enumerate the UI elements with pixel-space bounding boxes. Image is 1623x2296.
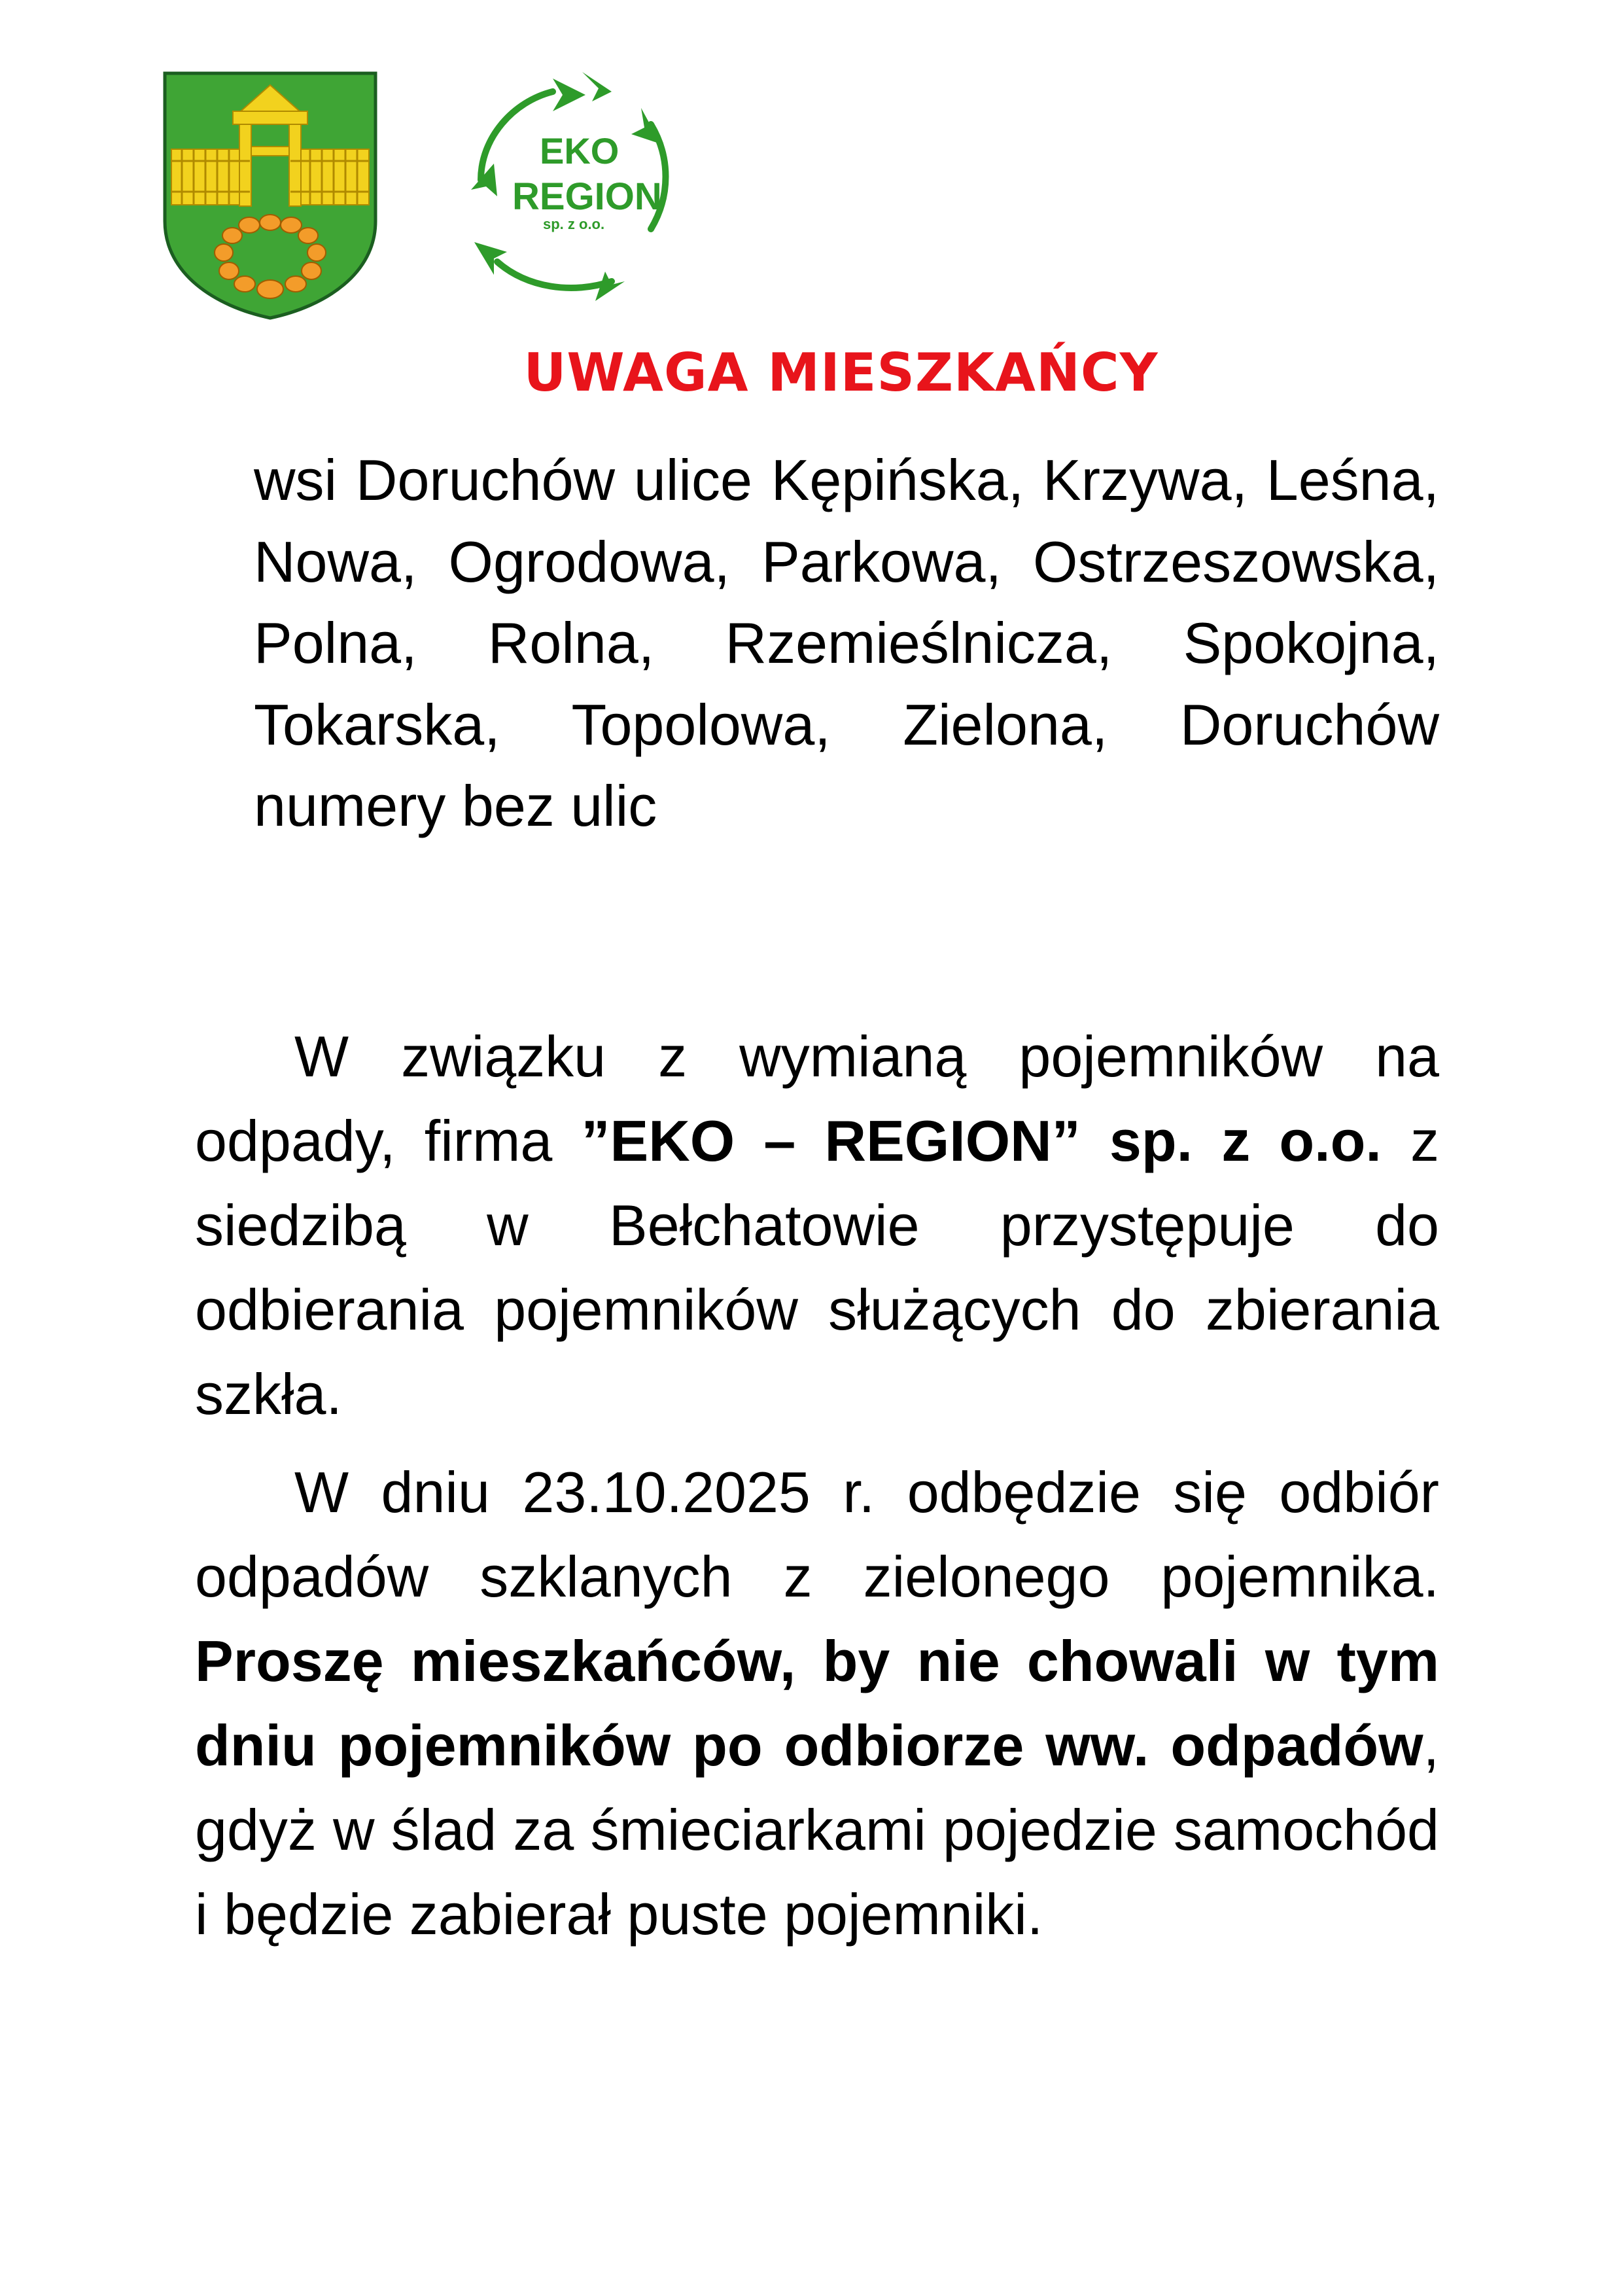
paragraph2-part1: W dniu 23.10.2025 r. odbędzie się odbiór odpadów szklanych z zielonego pojemnika.	[195, 1460, 1439, 1609]
paragraph1-part1: W związku z wymianą pojemników na odpady, firma	[195, 1024, 1439, 1173]
eko-logo-word-2: REGION	[512, 175, 662, 218]
company-name: ”EKO – REGION” sp. z o.o.	[581, 1108, 1382, 1173]
eko-region-logo	[455, 65, 687, 309]
resident-request: Proszę mieszkańców, by nie chowali w tym dniu pojemników po odbiorze ww. odpadów	[195, 1629, 1439, 1778]
collection-date-paragraph	[195, 1450, 1439, 1956]
notice-title-text: UWAGA MIESZKAŃCY	[523, 342, 1159, 403]
paragraph2-part2: , gdyż w ślad za śmieciarkami pojedzie samochód i będzie zabierał puste pojemniki.	[195, 1713, 1439, 1947]
exchange-notice-paragraph	[195, 1014, 1439, 1436]
eko-logo-word-1: EKO	[540, 130, 620, 171]
streets-list: wsi Doruchów ulice Kępińska, Krzywa, Leśna, Nowa, Ogrodowa, Parkowa, Ostrzeszowska, Polna, Rolna, Rzemieślnicza, Spokojna, Tokarska, Topolowa, Zielona, Doruchów numery bez ulic	[254, 448, 1439, 839]
eko-logo-word-3: sp. z o.o.	[543, 216, 605, 232]
notice-title	[0, 334, 1623, 412]
coat-of-arms-logo	[162, 71, 378, 321]
paragraph1-part2: z siedzibą w Bełchatowie przystępuje do odbierania pojemników służących do zbierania szkła.	[195, 1108, 1439, 1426]
